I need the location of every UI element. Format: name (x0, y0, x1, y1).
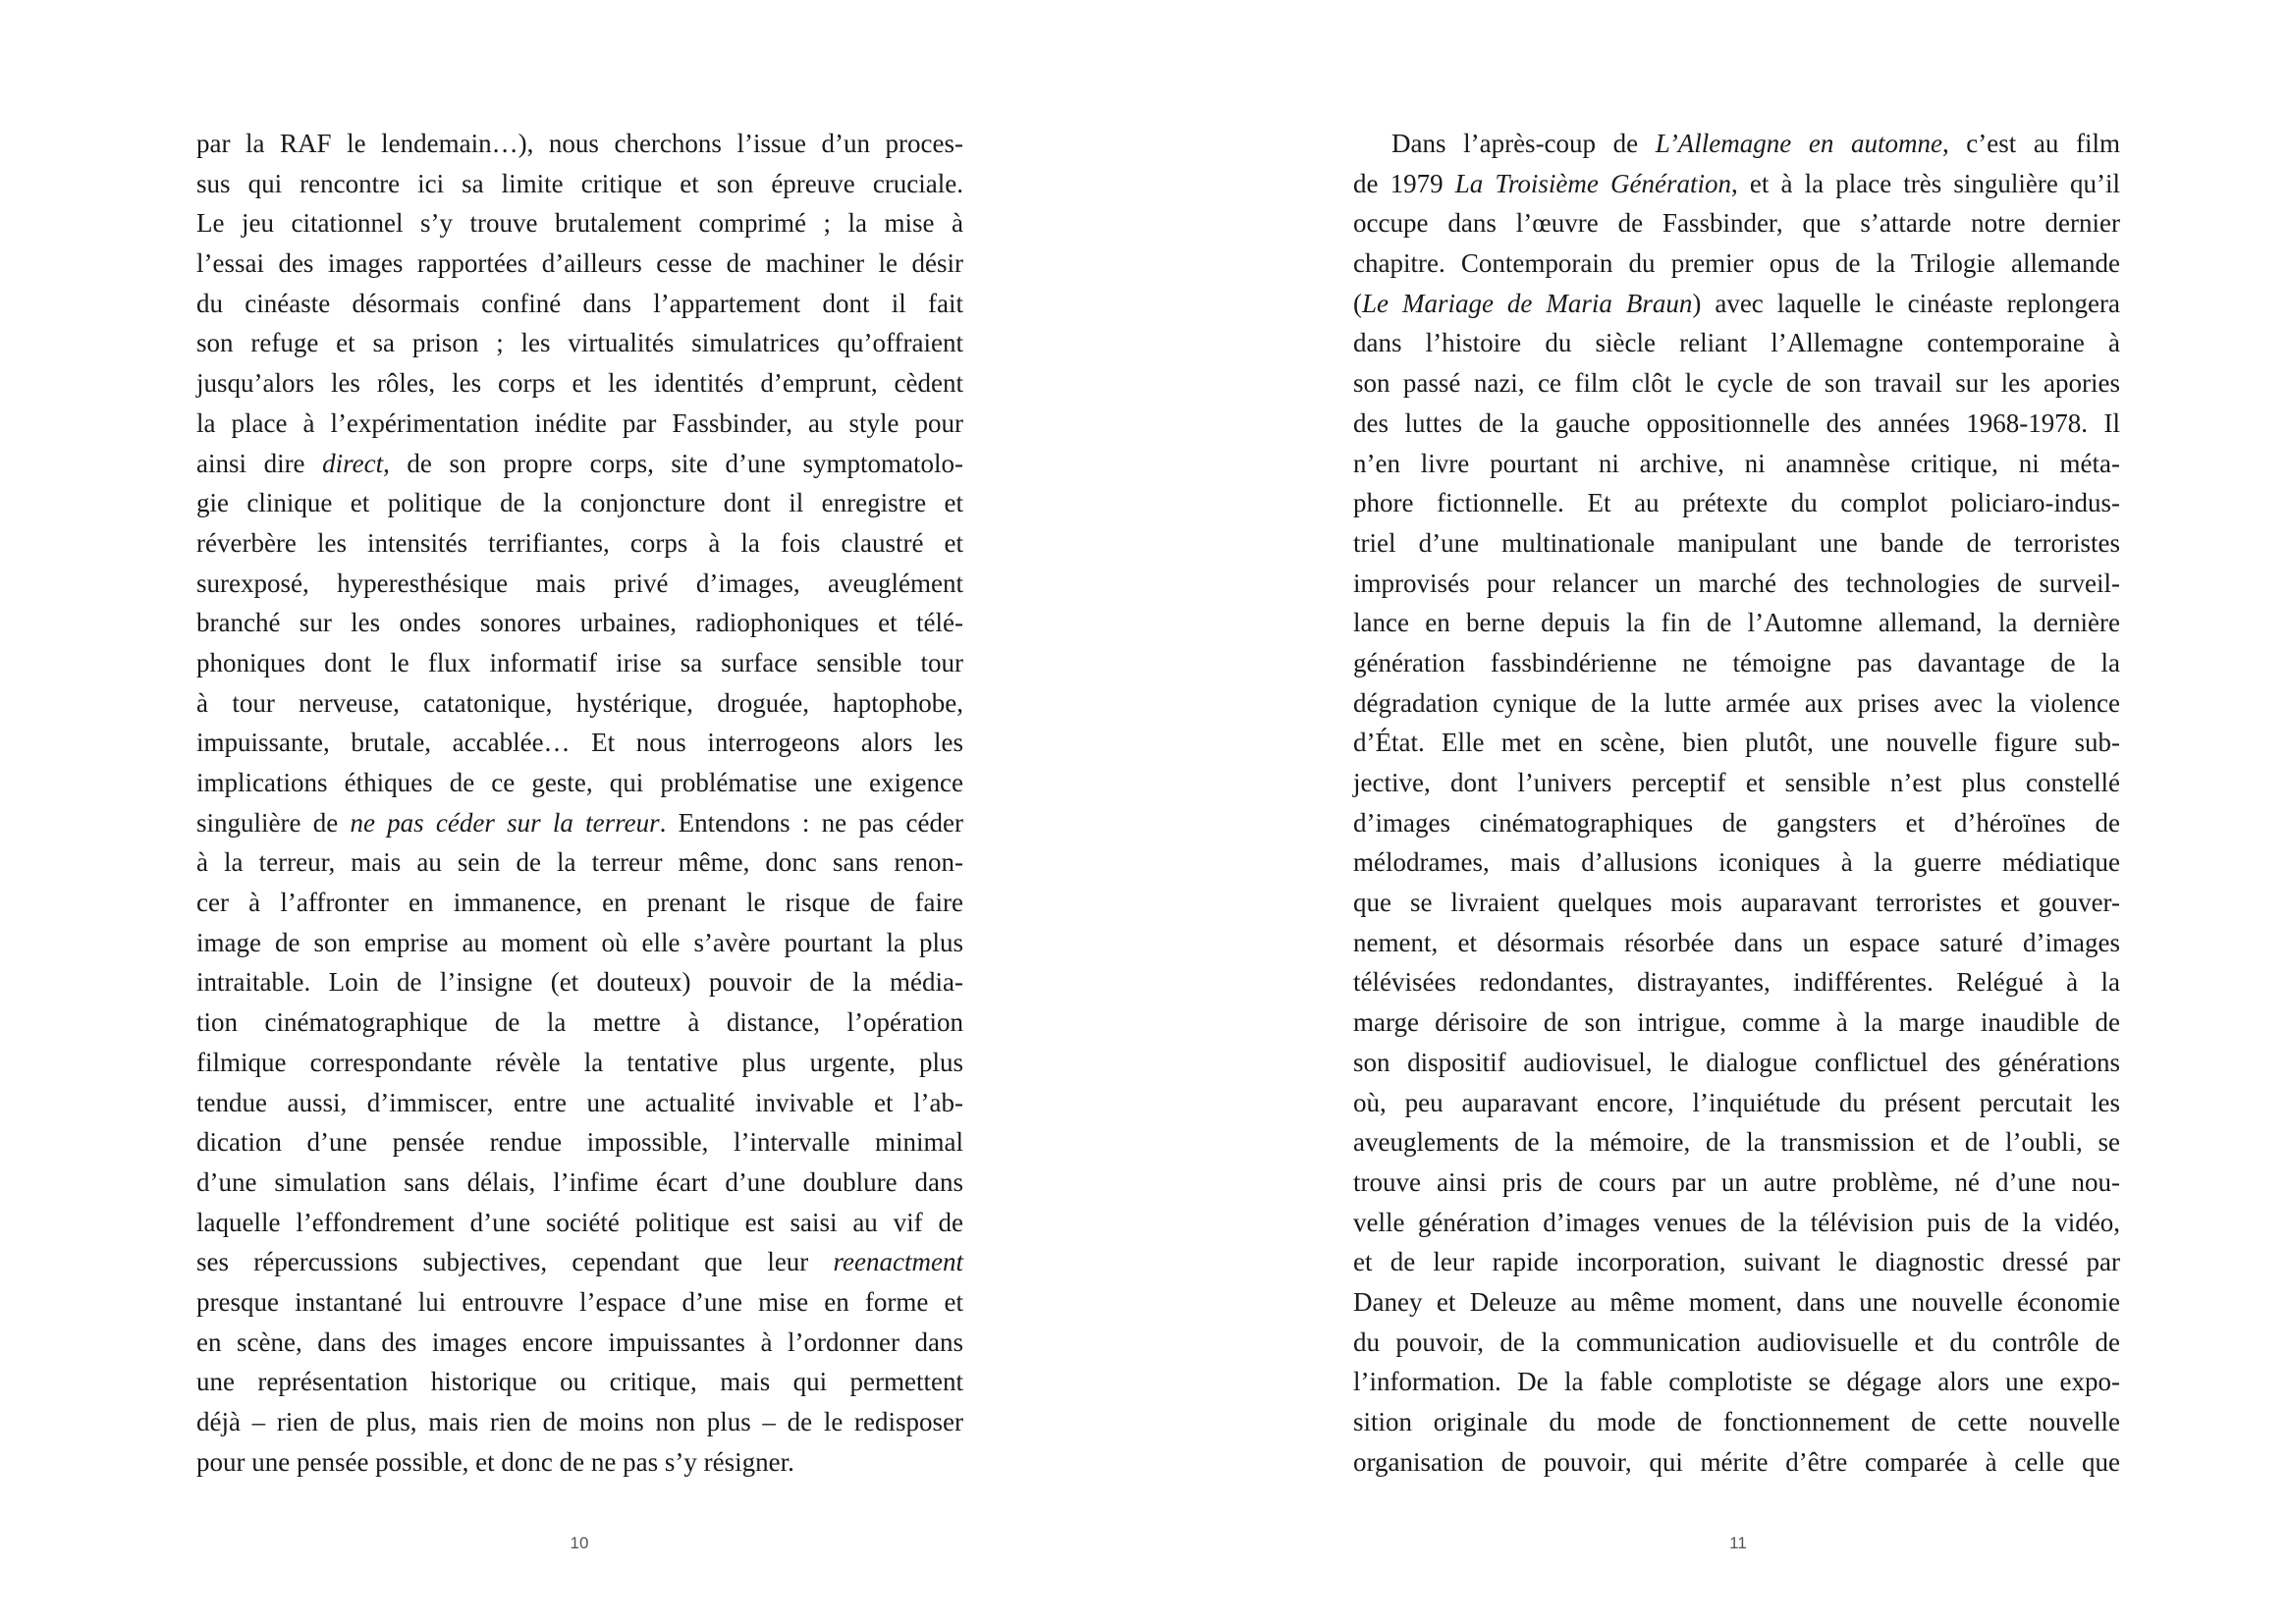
text-segment: sus qui rencontre ici sa limite critique et son épreuve cruciale. (196, 168, 963, 198)
text-segment: l’information. De la fable complotiste se dégage alors une expo- (1353, 1367, 2120, 1397)
text-line (196, 962, 963, 1002)
text-line (196, 1402, 963, 1442)
italic-title: La Troisième Génération (1454, 168, 1732, 198)
text-segment: , c’est au film (1941, 129, 2120, 158)
text-line (196, 603, 963, 643)
text-line (1353, 323, 2120, 363)
text-segment: de 1979 (1353, 168, 1455, 198)
text-segment: Daney et Deleuze au même moment, dans une nouvelle économie (1353, 1286, 2120, 1317)
text-line (1353, 803, 2120, 843)
text-line (1353, 1442, 2120, 1483)
text-segment: dégradation cynique de la lutte armée aux prises avec la violence (1353, 687, 2120, 718)
text-segment: velle génération d’images venues de la télévision puis de la vidéo, (1353, 1207, 2120, 1237)
text-segment: presque instantané lui entrouvre l’espace d’une mise en forme et (196, 1286, 963, 1317)
text-segment: que se livraient quelques mois auparavant terroristes et gouver- (1353, 888, 2120, 918)
text-segment: télévisées redondantes, distrayantes, indifférentes. Relégué à la (1353, 967, 2120, 998)
text-line (196, 683, 963, 724)
text-segment: jusqu’alors les rôles, les corps et les identités d’emprunt, cèdent (196, 368, 963, 399)
text-segment: dans l’histoire du siècle reliant l’Allemagne contemporaine à (1353, 328, 2120, 358)
text-segment: l’essai des images rapportées d’ailleurs cesse de machiner le désir (196, 248, 963, 279)
text-segment: phoniques dont le flux informatif irise sa surface sensible tour (196, 647, 963, 677)
text-line (196, 842, 963, 883)
text-line (196, 803, 963, 843)
text-segment: ses répercussions subjectives, cependant que leur (196, 1247, 834, 1277)
text-segment: nement, et désormais résorbée dans un espace saturé d’images (1353, 927, 2120, 957)
text-line (1353, 883, 2120, 923)
text-segment: intraitable. Loin de l’insigne (et douteux) pouvoir de la média- (196, 967, 963, 998)
text-segment: implications éthiques de ce geste, qui problématise une exigence (196, 768, 963, 797)
text-line (1353, 683, 2120, 724)
text-line (1353, 1043, 2120, 1083)
text-segment: n’en livre pourtant ni archive, ni anamnèse critique, ni méta- (1353, 448, 2120, 478)
text-line (1353, 1362, 2120, 1402)
text-segment: du cinéaste désormais confiné dans l’appartement dont il fait (196, 288, 963, 318)
text-line (196, 1323, 963, 1363)
text-line (196, 1083, 963, 1123)
text-segment: ( (1353, 288, 1362, 318)
italic-title: Le Mariage de Maria Braun (1362, 288, 1693, 318)
text-segment: gie clinique et politique de la conjoncture dont il enregistre et (196, 488, 963, 518)
text-segment: tendue aussi, d’immiscer, entre une actualité invivable et l’ab- (196, 1087, 963, 1117)
text-line (196, 1203, 963, 1243)
text-segment: par la RAF le lendemain…), nous cherchons l’issue d’un proces- (196, 129, 963, 158)
text-segment: ) avec laquelle le cinéaste replongera (1692, 288, 2121, 318)
text-segment: improvisés pour relancer un marché des technologies de surveil- (1353, 568, 2120, 598)
text-line (196, 1362, 963, 1402)
text-segment: Le jeu citationnel s’y trouve brutalement comprimé ; la mise à (196, 208, 963, 239)
text-line (196, 363, 963, 404)
italic-title: direct (322, 448, 384, 478)
text-segment: une représentation historique ou critique, mais qui permettent (196, 1367, 963, 1397)
text-segment: filmique correspondante révèle la tentative plus urgente, plus (196, 1047, 963, 1077)
text-line (1353, 1402, 2120, 1442)
text-segment: organisation de pouvoir, qui mérite d’être comparée à celle que (1353, 1446, 2120, 1477)
text-segment: trouve ainsi pris de cours par un autre problème, né d’une nou- (1353, 1166, 2120, 1197)
text-segment: d’État. Elle met en scène, bien plutôt, une nouvelle figure sub- (1353, 728, 2120, 758)
text-segment: sition originale du mode de fonctionnement de cette nouvelle (1353, 1407, 2120, 1436)
text-segment: , et à la place très singulière qu’il (1731, 168, 2121, 198)
page-number: 11 (1729, 1534, 1747, 1552)
text-line (196, 643, 963, 683)
text-line (1353, 1163, 2120, 1203)
text-line (1353, 1002, 2120, 1043)
text-segment: , de son propre corps, site d’une symptomatolo- (383, 448, 963, 478)
right-page (1145, 0, 2289, 1624)
text-line (1353, 444, 2120, 484)
text-line (196, 763, 963, 803)
text-line (196, 203, 963, 244)
text-segment: Dans l’après-coup de (1391, 129, 1656, 158)
text-line (196, 124, 963, 164)
text-line (196, 883, 963, 923)
text-segment: du pouvoir, de la communication audiovisuelle et du contrôle de (1353, 1326, 2120, 1357)
text-line (196, 404, 963, 444)
text-line (196, 244, 963, 284)
text-segment: cer à l’affronter en immanence, en prenant le risque de faire (196, 888, 963, 918)
italic-title: ne pas céder sur la terreur (350, 807, 660, 838)
text-line (1353, 1083, 2120, 1123)
text-line (196, 723, 963, 763)
text-segment: . Entendons : ne pas céder (659, 807, 963, 838)
text-line (1353, 1282, 2120, 1323)
text-segment: impuissante, brutale, accablée… Et nous interrogeons alors les (196, 728, 963, 758)
text-line (1353, 164, 2120, 204)
text-line (1353, 284, 2120, 324)
text-segment: chapitre. Contemporain du premier opus de la Trilogie allemande (1353, 248, 2120, 279)
text-segment: mélodrames, mais d’allusions iconiques à la guerre médiatique (1353, 847, 2120, 878)
text-line (196, 1122, 963, 1163)
text-segment: ainsi dire (196, 448, 323, 478)
text-line (1353, 483, 2120, 523)
text-segment: à la terreur, mais au sein de la terreur même, donc sans renon- (196, 847, 963, 878)
text-line (1353, 363, 2120, 404)
text-segment: déjà – rien de plus, mais rien de moins non plus – de le redisposer (196, 1407, 963, 1436)
text-segment: marge dérisoire de son intrigue, comme à la marge inaudible de (1353, 1007, 2120, 1038)
text-line (196, 444, 963, 484)
text-segment: jective, dont l’univers perceptif et sensible n’est plus constellé (1353, 768, 2120, 797)
text-segment: triel d’une multinationale manipulant une bande de terroristes (1353, 527, 2120, 558)
text-line (1353, 1203, 2120, 1243)
text-segment: singulière de (196, 807, 351, 838)
text-line (1353, 763, 2120, 803)
text-line (1353, 1242, 2120, 1282)
text-segment: phore fictionnelle. Et au prétexte du complot policiaro-indus- (1353, 488, 2120, 518)
text-segment: surexposé, hyperesthésique mais privé d’images, aveuglément (196, 568, 963, 598)
text-line (1353, 124, 2120, 164)
text-line (196, 323, 963, 363)
text-line (196, 523, 963, 564)
text-segment: réverbère les intensités terrifiantes, corps à la fois claustré et (196, 527, 963, 558)
text-line (196, 483, 963, 523)
text-line (196, 1043, 963, 1083)
text-segment: son refuge et sa prison ; les virtualités simulatrices qu’offraient (196, 328, 963, 358)
text-line (196, 1002, 963, 1043)
text-line (1353, 404, 2120, 444)
text-segment: aveuglements de la mémoire, de la transmission et de l’oubli, se (1353, 1127, 2120, 1158)
text-segment: occupe dans l’œuvre de Fassbinder, que s’attarde notre dernier (1353, 208, 2120, 239)
text-line (1353, 1122, 2120, 1163)
text-line (1353, 923, 2120, 963)
text-segment: en scène, dans des images encore impuissantes à l’ordonner dans (196, 1326, 963, 1357)
text-segment: branché sur les ondes sonores urbaines, radiophoniques et télé- (196, 608, 963, 638)
text-segment: lance en berne depuis la fin de l’Automne allemand, la dernière (1353, 608, 2120, 638)
text-segment: d’images cinématographiques de gangsters et d’héroïnes de (1353, 807, 2120, 838)
page-number: 10 (570, 1534, 589, 1552)
text-segment: dication d’une pensée rendue impossible, l’intervalle minimal (196, 1127, 963, 1158)
text-segment: d’une simulation sans délais, l’infime écart d’une doublure dans (196, 1166, 963, 1197)
italic-title: L’Allemagne en automne (1655, 129, 1942, 158)
text-line (1353, 962, 2120, 1002)
text-line (196, 1282, 963, 1323)
text-line (196, 1442, 963, 1483)
text-segment: pour une pensée possible, et donc de ne pas s’y résigner. (196, 1446, 794, 1477)
left-page-text (196, 124, 963, 1482)
text-line (196, 564, 963, 604)
text-line (1353, 643, 2120, 683)
text-line (196, 1163, 963, 1203)
text-segment: où, peu auparavant encore, l’inquiétude du présent percutait les (1353, 1087, 2120, 1117)
text-line (196, 1242, 963, 1282)
text-line (196, 164, 963, 204)
text-segment: laquelle l’effondrement d’une société politique est saisi au vif de (196, 1207, 963, 1237)
text-line (1353, 603, 2120, 643)
text-segment: son passé nazi, ce film clôt le cycle de son travail sur les apories (1353, 368, 2120, 399)
text-segment: son dispositif audiovisuel, le dialogue conflictuel des générations (1353, 1047, 2120, 1077)
text-line (1353, 523, 2120, 564)
text-segment: à tour nerveuse, catatonique, hystérique, droguée, haptophobe, (196, 687, 963, 718)
text-segment: image de son emprise au moment où elle s’avère pourtant la plus (196, 927, 963, 957)
text-segment: tion cinématographique de la mettre à distance, l’opération (196, 1007, 963, 1038)
text-segment: des luttes de la gauche oppositionnelle des années 1968-1978. Il (1353, 407, 2120, 438)
right-page-text (1353, 124, 2120, 1482)
text-line (1353, 244, 2120, 284)
italic-title: reenactment (833, 1247, 963, 1277)
text-segment: la place à l’expérimentation inédite par Fassbinder, au style pour (196, 407, 963, 438)
text-line (196, 284, 963, 324)
text-line (196, 923, 963, 963)
text-line (1353, 564, 2120, 604)
text-line (1353, 723, 2120, 763)
text-segment: génération fassbindérienne ne témoigne pas davantage de la (1353, 647, 2120, 677)
text-segment: et de leur rapide incorporation, suivant le diagnostic dressé par (1353, 1247, 2120, 1277)
text-line (1353, 203, 2120, 244)
left-page (0, 0, 1144, 1624)
text-line (1353, 1323, 2120, 1363)
text-line (1353, 842, 2120, 883)
